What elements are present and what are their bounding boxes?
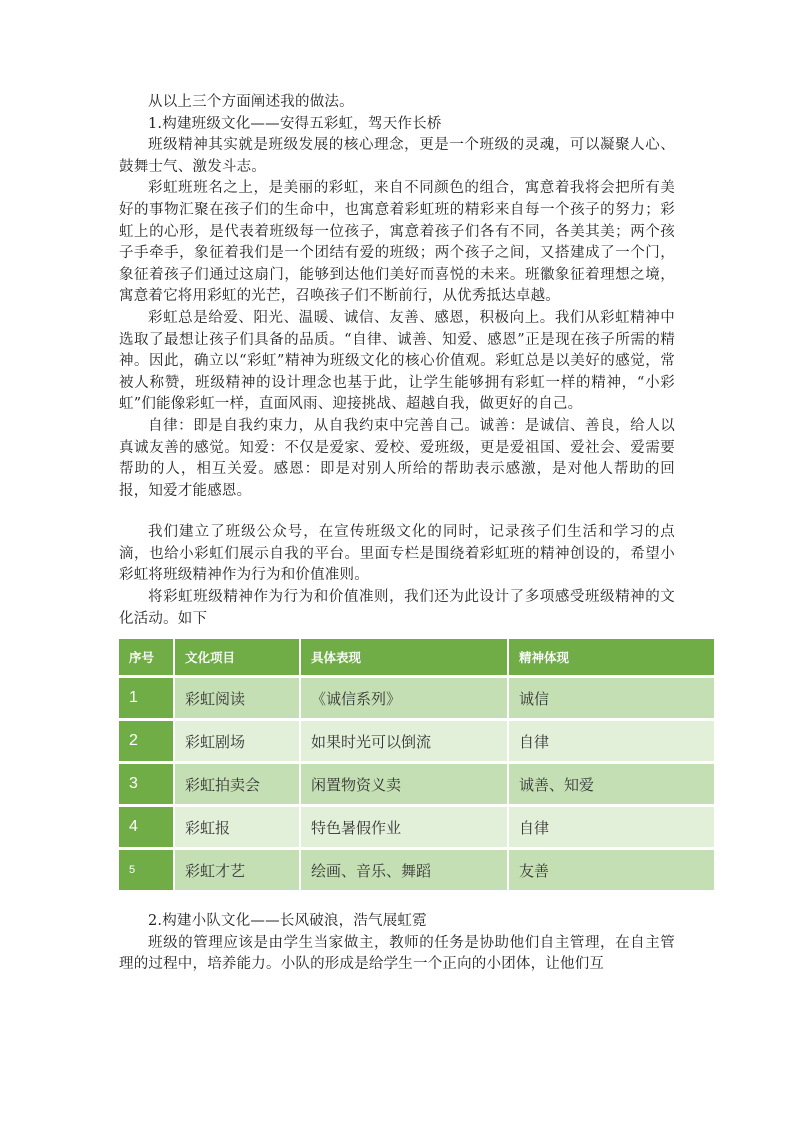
row-performance: 特色暑假作业 xyxy=(301,807,509,850)
row-spirit: 自律 xyxy=(509,721,714,764)
paragraph-team-management: 班级的管理应该是由学生当家做主，教师的任务是协助他们自主管理，在自主管理的过程中，培养能力。小队的形成是给学生一个正向的小团体，让他们互 xyxy=(119,934,675,973)
header-performance: 具体表现 xyxy=(301,639,509,678)
table-row xyxy=(119,721,714,764)
row-spirit: 诚善、知爱 xyxy=(509,764,714,807)
header-project: 文化项目 xyxy=(175,639,301,678)
paragraph-wechat-account: 我们建立了班级公众号，在宣传班级文化的同时，记录孩子们生活和学习的点滴，也给小彩虹们展示自我的平台。里面专栏是围绕着彩虹班的精神创设的，希望小彩虹将班级精神作为行为和价值准则。 xyxy=(119,524,675,584)
paragraph-definitions: 自律：即是自我约束力，从自我约束中完善自己。诚善：是诚信、善良，给人以真诚友善的感觉。知爱：不仅是爱家、爱校、爱班级，更是爱祖国、爱社会、爱需要帮助的人，相互关爱。感恩：即是对别人所给的帮助表示感激，是对他人帮助的回报，知爱才能感恩。 xyxy=(119,417,675,499)
paragraph-gap xyxy=(119,502,675,522)
header-spirit: 精神体现 xyxy=(509,639,714,678)
row-performance: 如果时光可以倒流 xyxy=(301,721,509,764)
section-heading-1: 1.构建班级文化——安得五彩虹，驾天作长桥 xyxy=(148,115,442,132)
row-spirit: 友善 xyxy=(509,850,714,893)
row-spirit: 自律 xyxy=(509,807,714,850)
document-page xyxy=(119,92,675,976)
row-index: 5 xyxy=(119,850,175,893)
table-row xyxy=(119,807,714,850)
table-row xyxy=(119,678,714,721)
table-row xyxy=(119,850,714,893)
row-project: 彩虹报 xyxy=(175,807,301,850)
table-header-row xyxy=(119,639,714,678)
row-project: 彩虹阅读 xyxy=(175,678,301,721)
header-index: 序号 xyxy=(119,639,175,678)
culture-activities-table xyxy=(119,639,714,893)
row-project: 彩虹剧场 xyxy=(175,721,301,764)
row-index: 3 xyxy=(119,764,175,807)
row-index: 1 xyxy=(119,678,175,721)
row-index: 4 xyxy=(119,807,175,850)
row-project: 彩虹拍卖会 xyxy=(175,764,301,807)
paragraph-rainbow-name: 彩虹班班名之上，是美丽的彩虹，来自不同颜色的组合，寓意着我将会把所有美好的事物汇聚在孩子们的生命中，也寓意着彩虹班的精彩来自每一个孩子的努力；彩虹上的心形，是代表着班级每一位孩子，寓意着孩子们各有不同，各美其美；两个孩子手牵手，象征着我们是一个团结有爱的班级；两个孩子之间，又搭建成了一个门，象征着孩子们通过这扇门，能够到达他们美好而喜悦的未来。班徽象征着理想之境，寓意着它将用彩虹的光芒，召唤孩子们不断前行，从优秀抵达卓越。 xyxy=(119,180,675,305)
paragraph-intro: 从以上三个方面阐述我的做法。 xyxy=(148,94,354,110)
table-row xyxy=(119,764,714,807)
paragraph-rainbow-values: 彩虹总是给爱、阳光、温暖、诚信、友善、感恩，积极向上。我们从彩虹精神中选取了最想让孩子们具备的品质。“自律、诚善、知爱、感恩”正是现在孩子所需的精神。因此，确立以“彩虹”精神为班级文化的核心价值观。彩虹总是以美好的感觉，常被人称赞，班级精神的设计理念也基于此，让学生能够拥有彩虹一样的精神，“小彩虹”们能像彩虹一样，直面风雨、迎接挑战、超越自我，做更好的自己。 xyxy=(119,309,675,413)
row-performance: 闲置物资义卖 xyxy=(301,764,509,807)
row-index: 2 xyxy=(119,721,175,764)
row-project: 彩虹才艺 xyxy=(175,850,301,893)
paragraph-class-spirit: 班级精神其实就是班级发展的核心理念，更是一个班级的灵魂，可以凝聚人心、鼓舞士气、激发斗志。 xyxy=(119,137,675,175)
row-spirit: 诚信 xyxy=(509,678,714,721)
section-heading-2: 2.构建小队文化——长风破浪，浩气展虹霓 xyxy=(148,913,427,930)
row-performance: 绘画、音乐、舞蹈 xyxy=(301,850,509,893)
row-performance: 《诚信系列》 xyxy=(301,678,509,721)
paragraph-activities-intro: 将彩虹班级精神作为行为和价值准则，我们还为此设计了多项感受班级精神的文化活动。如下 xyxy=(119,589,675,627)
